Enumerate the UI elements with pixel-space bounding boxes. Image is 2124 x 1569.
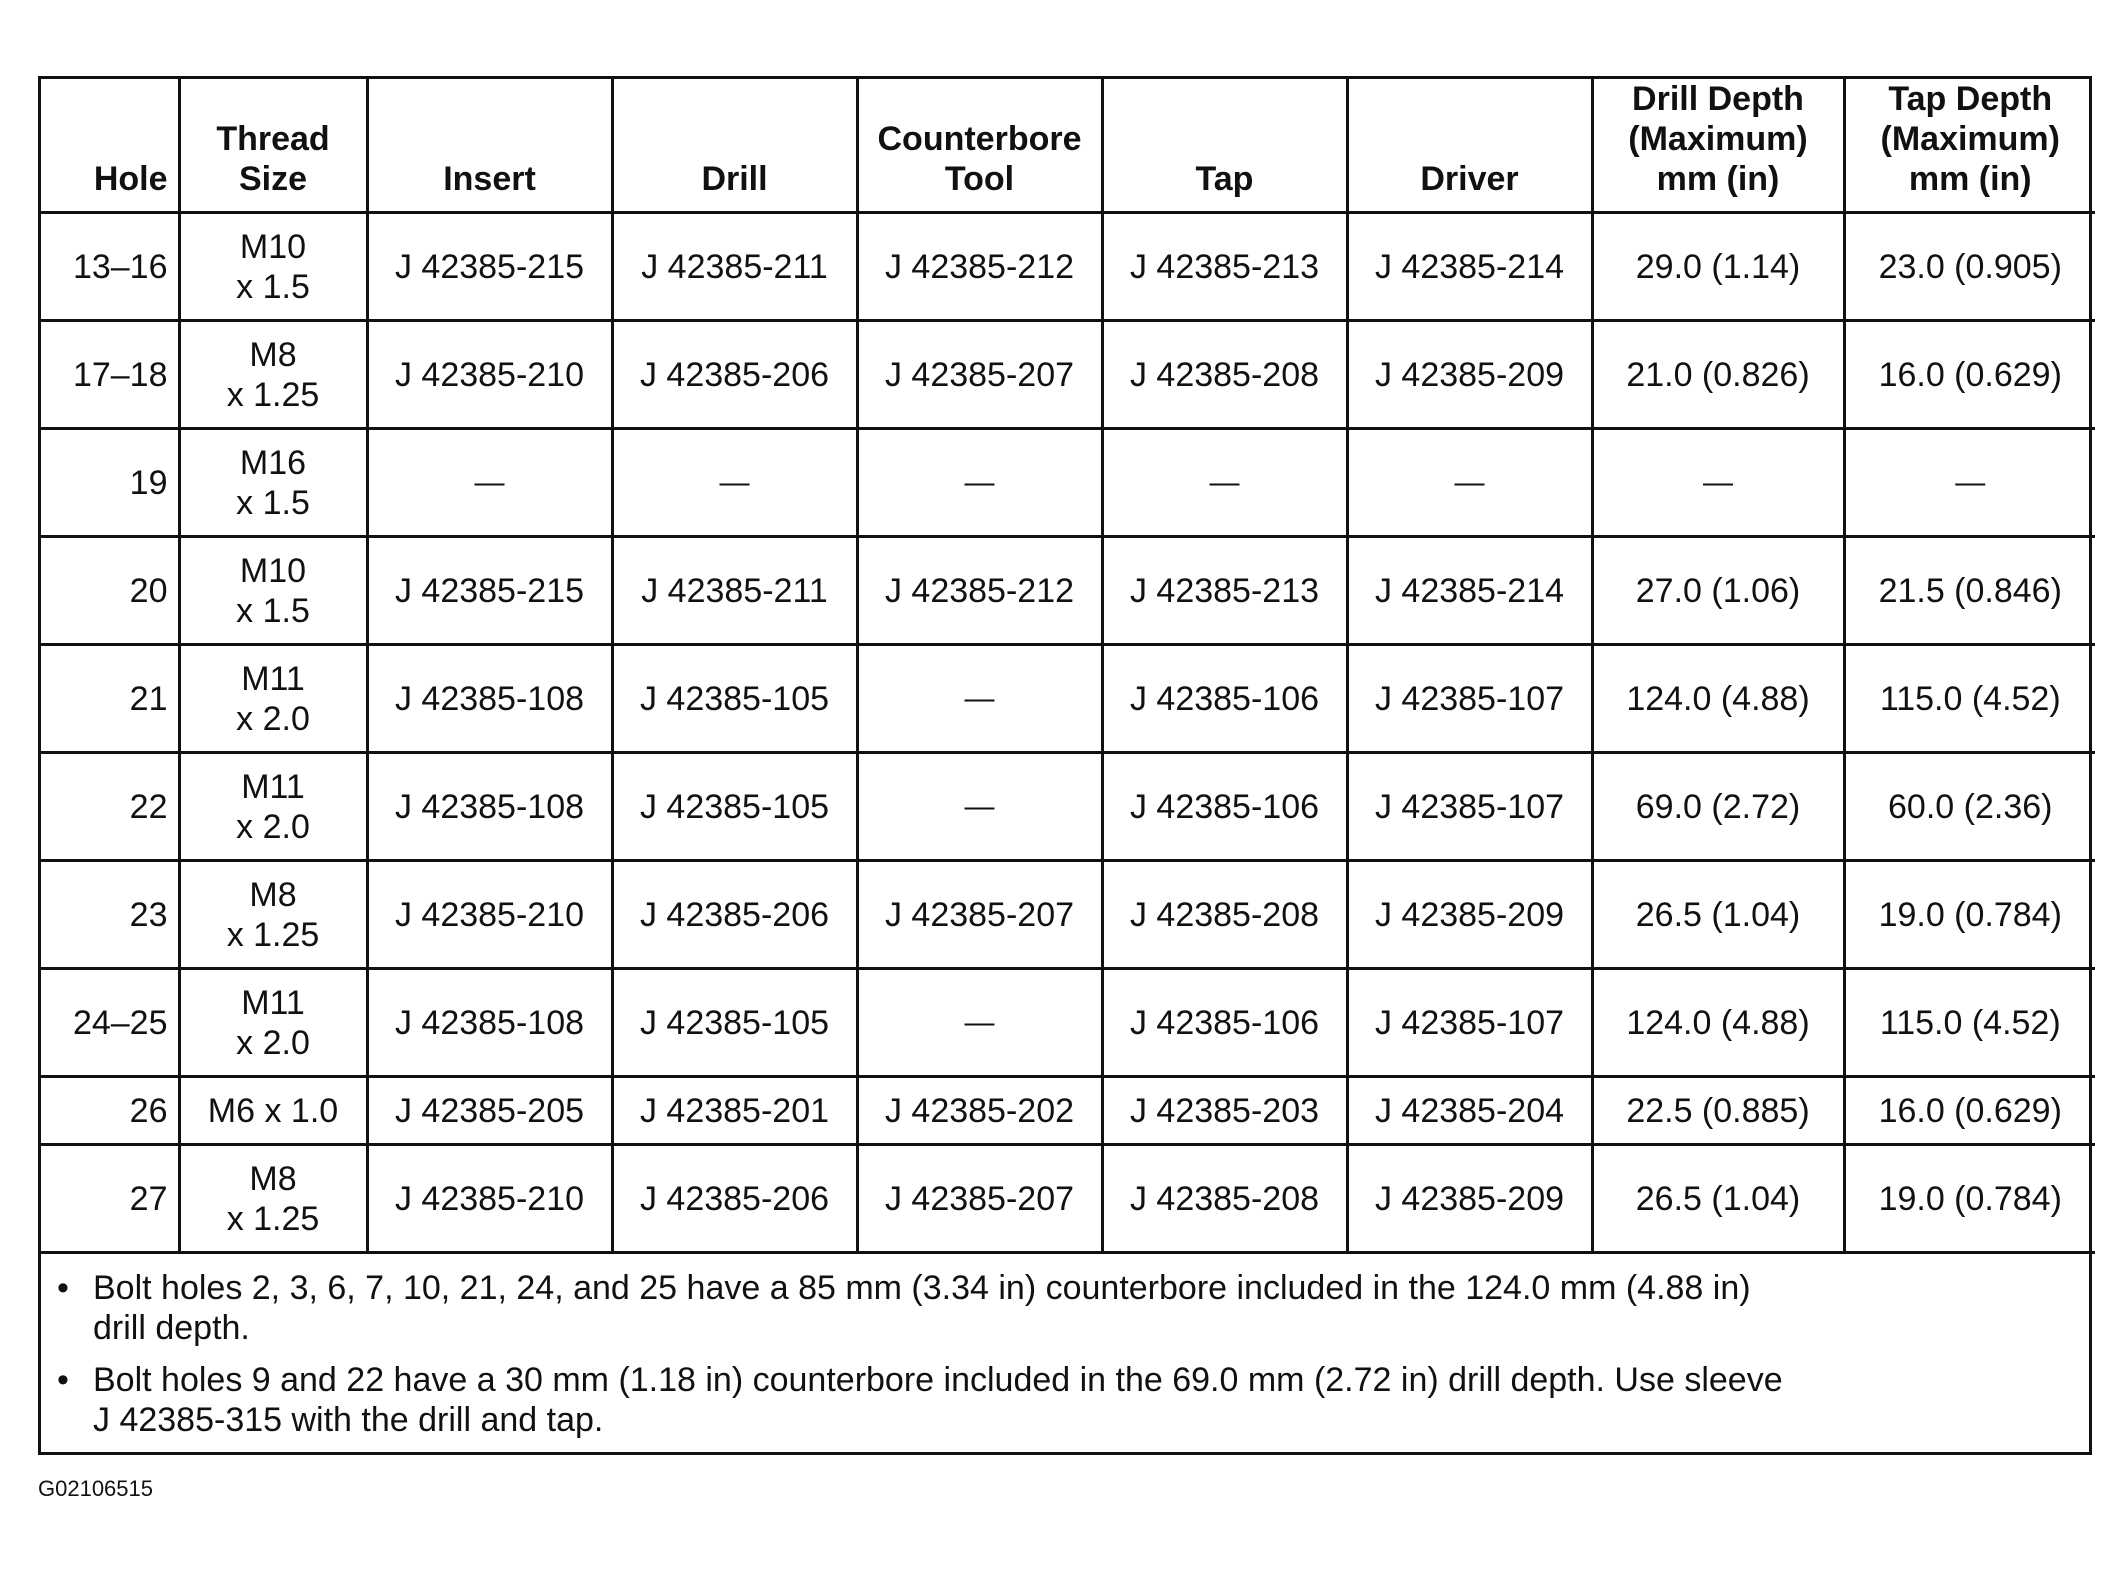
table-row <box>41 1145 2095 1253</box>
cell-counterbore: J 42385-202 <box>857 1077 1102 1145</box>
cell-thread-size <box>179 969 367 1077</box>
cell-thread-size <box>179 213 367 321</box>
cell-hole: 27 <box>41 1145 179 1253</box>
cell-drill: J 42385-206 <box>612 1145 857 1253</box>
column-header-line: mm (in) <box>1908 160 2032 198</box>
cell-drill: J 42385-211 <box>612 537 857 645</box>
thread-size-line: M10 <box>239 551 307 590</box>
cell-insert: J 42385-108 <box>367 969 612 1077</box>
cell-drill-depth: 124.0 (4.88) <box>1592 969 1844 1077</box>
column-header-line: Thread <box>216 120 330 158</box>
cell-tap: J 42385-208 <box>1102 1145 1347 1253</box>
thread-size-line: x 1.25 <box>226 915 320 954</box>
cell-insert: J 42385-215 <box>367 537 612 645</box>
cell-drill-depth: 26.5 (1.04) <box>1592 861 1844 969</box>
thread-size-line: x 1.5 <box>236 591 310 630</box>
column-header-counterbore-tool <box>857 79 1102 213</box>
note-line: J 42385-315 with the drill and tap. <box>93 1401 604 1439</box>
table-header-row <box>41 79 2095 213</box>
note-item <box>57 1268 2059 1348</box>
cell-thread-size <box>179 321 367 429</box>
thread-size-line: x 2.0 <box>236 807 310 846</box>
column-header-line: Tool <box>944 160 1015 198</box>
cell-hole: 22 <box>41 753 179 861</box>
cell-hole: 13–16 <box>41 213 179 321</box>
note-line: Bolt holes 2, 3, 6, 7, 10, 21, 24, and 25 have a 85 mm (3.34 in) counterbore included in the 124.0 mm (4.88 in) <box>93 1269 1751 1307</box>
column-header-line: mm (in) <box>1656 160 1780 198</box>
cell-hole: 26 <box>41 1077 179 1145</box>
cell-driver: J 42385-214 <box>1347 213 1592 321</box>
cell-tap: J 42385-213 <box>1102 213 1347 321</box>
cell-drill: J 42385-211 <box>612 213 857 321</box>
cell-counterbore: J 42385-207 <box>857 861 1102 969</box>
table-row <box>41 969 2095 1077</box>
cell-hole: 24–25 <box>41 969 179 1077</box>
cell-drill: J 42385-105 <box>612 645 857 753</box>
cell-drill: J 42385-206 <box>612 321 857 429</box>
cell-hole: 17–18 <box>41 321 179 429</box>
cell-tap: J 42385-106 <box>1102 753 1347 861</box>
bullet-icon: • <box>57 1361 69 1399</box>
cell-insert: J 42385-108 <box>367 645 612 753</box>
cell-tap-depth: 16.0 (0.629) <box>1844 1077 2095 1145</box>
cell-drill-depth: 69.0 (2.72) <box>1592 753 1844 861</box>
cell-insert: J 42385-210 <box>367 861 612 969</box>
table-row <box>41 861 2095 969</box>
thread-size-line: M6 x 1.0 <box>207 1091 339 1130</box>
cell-driver: — <box>1347 429 1592 537</box>
thread-size-line: M8 <box>249 335 297 374</box>
thread-size-line: x 1.5 <box>236 483 310 522</box>
cell-thread-size <box>179 861 367 969</box>
cell-insert: J 42385-210 <box>367 321 612 429</box>
column-header-thread-size <box>179 79 367 213</box>
table-row <box>41 213 2095 321</box>
bullet-icon: • <box>57 1269 69 1307</box>
figure-id: G02106515 <box>38 1476 153 1501</box>
thread-size-line: x 2.0 <box>236 1023 310 1062</box>
cell-tap: J 42385-208 <box>1102 861 1347 969</box>
table-row <box>41 753 2095 861</box>
note-line: drill depth. <box>93 1309 250 1347</box>
thread-size-line: M11 <box>241 983 305 1022</box>
column-header-drill <box>612 79 857 213</box>
cell-thread-size <box>179 753 367 861</box>
column-header-line: Drill Depth <box>1632 80 1804 118</box>
cell-hole: 21 <box>41 645 179 753</box>
cell-counterbore: — <box>857 753 1102 861</box>
cell-tap: J 42385-213 <box>1102 537 1347 645</box>
column-header-insert <box>367 79 612 213</box>
column-header-line: Hole <box>93 160 168 198</box>
cell-hole: 20 <box>41 537 179 645</box>
column-header-line: (Maximum) <box>1880 120 2060 158</box>
cell-drill-depth: — <box>1592 429 1844 537</box>
cell-driver: J 42385-214 <box>1347 537 1592 645</box>
cell-tap-depth: 60.0 (2.36) <box>1844 753 2095 861</box>
thread-size-line: M10 <box>239 227 307 266</box>
column-header-line: Counterbore <box>877 120 1082 158</box>
cell-drill-depth: 22.5 (0.885) <box>1592 1077 1844 1145</box>
cell-counterbore: J 42385-212 <box>857 537 1102 645</box>
cell-drill: J 42385-105 <box>612 753 857 861</box>
column-header-line: Tap <box>1195 160 1254 198</box>
column-header-line: Insert <box>443 160 536 198</box>
cell-tap-depth: 115.0 (4.52) <box>1844 645 2095 753</box>
cell-drill: — <box>612 429 857 537</box>
cell-tap: J 42385-208 <box>1102 321 1347 429</box>
thread-size-line: M11 <box>241 767 305 806</box>
cell-driver: J 42385-209 <box>1347 1145 1592 1253</box>
cell-counterbore: — <box>857 645 1102 753</box>
cell-thread-size <box>179 537 367 645</box>
cell-tap-depth: 16.0 (0.629) <box>1844 321 2095 429</box>
thread-size-line: x 1.25 <box>226 375 320 414</box>
cell-tap-depth: 23.0 (0.905) <box>1844 213 2095 321</box>
tool-specification-table <box>41 79 2095 1254</box>
cell-tap: J 42385-106 <box>1102 969 1347 1077</box>
cell-thread-size <box>179 1145 367 1253</box>
column-header-line: (Maximum) <box>1628 120 1808 158</box>
cell-driver: J 42385-204 <box>1347 1077 1592 1145</box>
column-header-line: Size <box>238 160 308 198</box>
note-line: Bolt holes 9 and 22 have a 30 mm (1.18 in) counterbore included in the 69.0 mm (2.72 in) drill depth. Use sleeve <box>93 1361 1783 1399</box>
table-row <box>41 645 2095 753</box>
cell-counterbore: J 42385-207 <box>857 1145 1102 1253</box>
cell-drill-depth: 29.0 (1.14) <box>1592 213 1844 321</box>
cell-drill-depth: 27.0 (1.06) <box>1592 537 1844 645</box>
cell-tap-depth: 21.5 (0.846) <box>1844 537 2095 645</box>
cell-thread-size <box>179 1077 367 1145</box>
column-header-driver <box>1347 79 1592 213</box>
note-item <box>57 1360 2059 1440</box>
cell-counterbore: J 42385-212 <box>857 213 1102 321</box>
specification-table-frame <box>38 76 2092 1455</box>
thread-size-line: M11 <box>241 659 305 698</box>
column-header-drill-depth <box>1592 79 1844 213</box>
cell-thread-size <box>179 645 367 753</box>
table-row <box>41 1077 2095 1145</box>
column-header-line: Drill <box>701 160 768 198</box>
column-header-hole <box>41 79 179 213</box>
cell-drill: J 42385-105 <box>612 969 857 1077</box>
cell-driver: J 42385-209 <box>1347 861 1592 969</box>
thread-size-line: M8 <box>249 875 297 914</box>
cell-counterbore: — <box>857 429 1102 537</box>
cell-tap: J 42385-203 <box>1102 1077 1347 1145</box>
thread-size-line: M16 <box>239 443 307 482</box>
cell-hole: 23 <box>41 861 179 969</box>
cell-insert: — <box>367 429 612 537</box>
cell-tap: — <box>1102 429 1347 537</box>
cell-thread-size <box>179 429 367 537</box>
cell-drill: J 42385-206 <box>612 861 857 969</box>
cell-tap-depth: — <box>1844 429 2095 537</box>
cell-tap-depth: 115.0 (4.52) <box>1844 969 2095 1077</box>
column-header-line: Tap Depth <box>1888 80 2053 118</box>
cell-insert: J 42385-215 <box>367 213 612 321</box>
thread-size-line: x 1.25 <box>226 1199 320 1238</box>
notes-section <box>41 1254 2089 1452</box>
cell-driver: J 42385-107 <box>1347 969 1592 1077</box>
thread-size-line: x 2.0 <box>236 699 310 738</box>
cell-driver: J 42385-107 <box>1347 645 1592 753</box>
cell-insert: J 42385-205 <box>367 1077 612 1145</box>
cell-tap-depth: 19.0 (0.784) <box>1844 1145 2095 1253</box>
cell-tap: J 42385-106 <box>1102 645 1347 753</box>
cell-counterbore: — <box>857 969 1102 1077</box>
cell-insert: J 42385-108 <box>367 753 612 861</box>
column-header-tap <box>1102 79 1347 213</box>
table-row <box>41 321 2095 429</box>
cell-hole: 19 <box>41 429 179 537</box>
cell-drill-depth: 26.5 (1.04) <box>1592 1145 1844 1253</box>
cell-driver: J 42385-107 <box>1347 753 1592 861</box>
table-row <box>41 429 2095 537</box>
thread-size-line: x 1.5 <box>236 267 310 306</box>
column-header-tap-depth <box>1844 79 2095 213</box>
column-header-line: Driver <box>1420 160 1519 198</box>
table-body <box>41 213 2095 1253</box>
cell-drill-depth: 124.0 (4.88) <box>1592 645 1844 753</box>
cell-drill-depth: 21.0 (0.826) <box>1592 321 1844 429</box>
cell-insert: J 42385-210 <box>367 1145 612 1253</box>
table-row <box>41 537 2095 645</box>
cell-driver: J 42385-209 <box>1347 321 1592 429</box>
thread-size-line: M8 <box>249 1159 297 1198</box>
cell-tap-depth: 19.0 (0.784) <box>1844 861 2095 969</box>
cell-counterbore: J 42385-207 <box>857 321 1102 429</box>
cell-drill: J 42385-201 <box>612 1077 857 1145</box>
